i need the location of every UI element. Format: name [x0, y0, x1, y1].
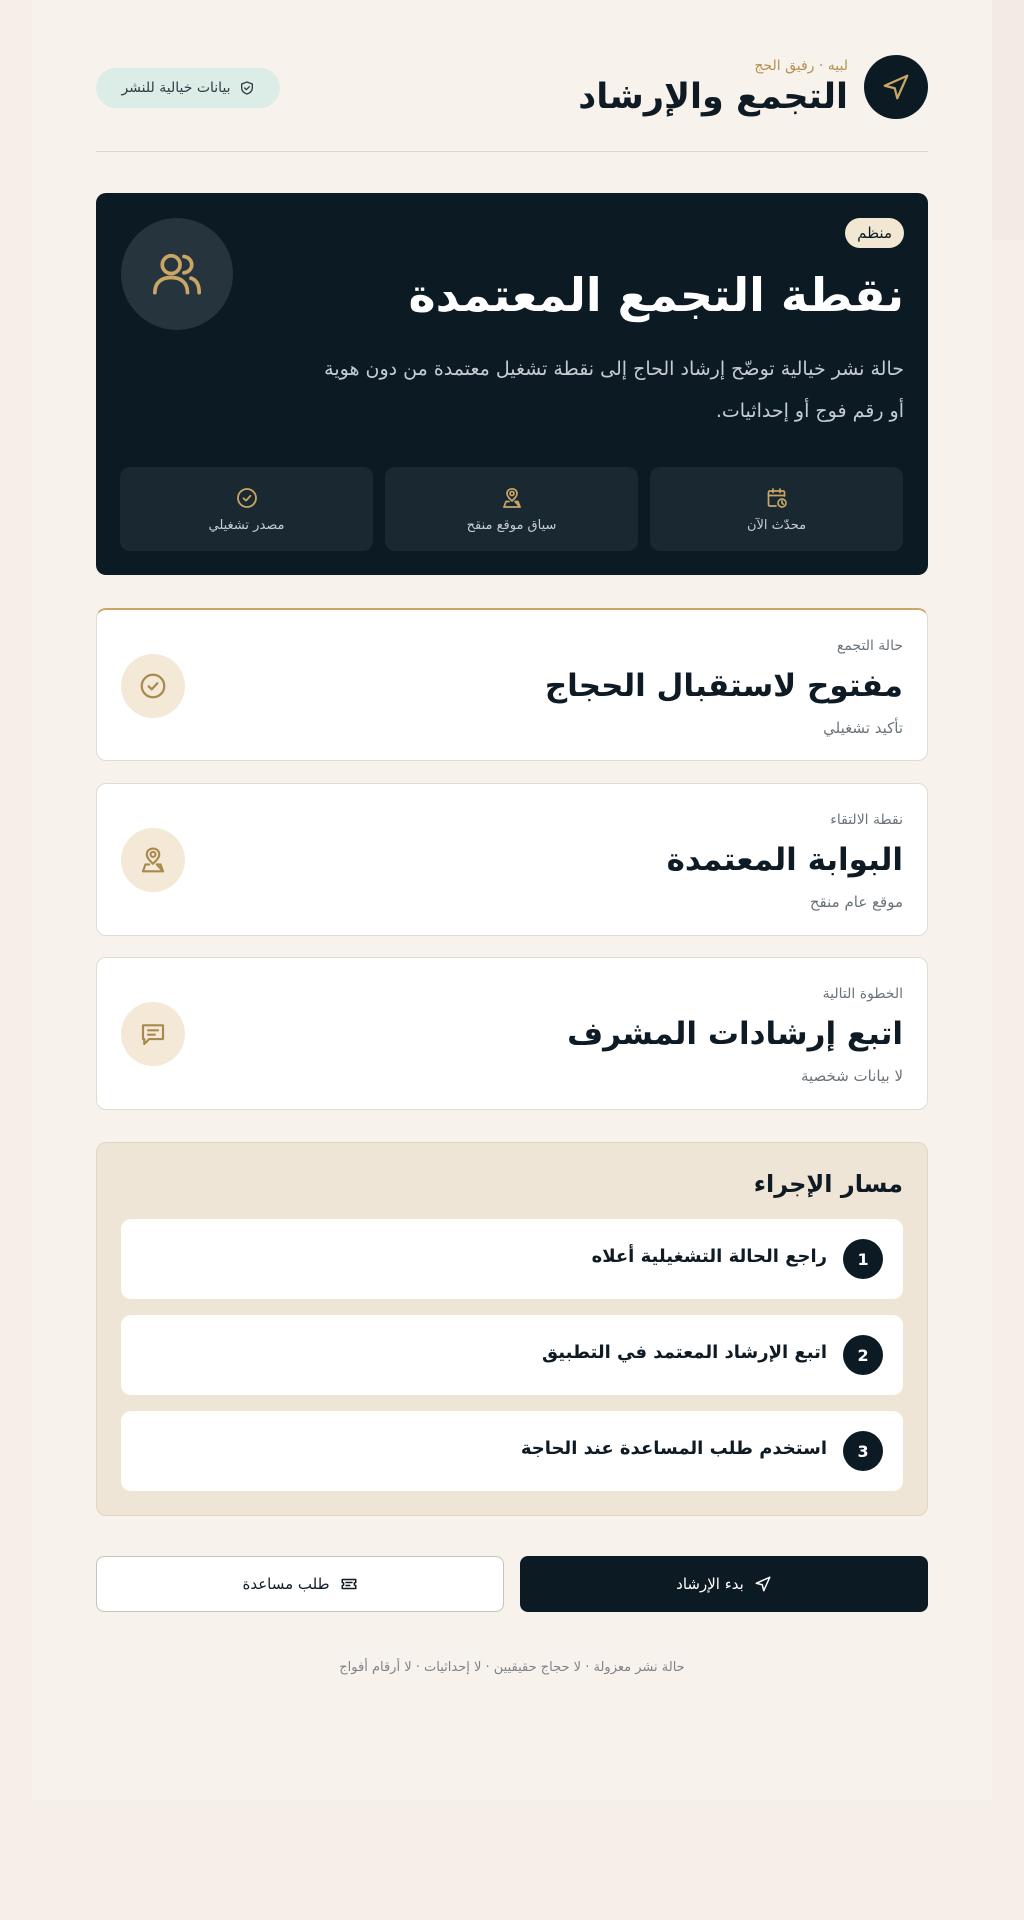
card-label: الخطوة التالية: [822, 986, 903, 1002]
demo-badge-label: بيانات خيالية للنشر: [121, 80, 231, 96]
stat-label: سياق موقع منقح: [466, 517, 557, 533]
page-title: التجمع والإرشاد: [578, 77, 848, 117]
step-number: 1: [843, 1239, 883, 1279]
step-item: [121, 1411, 903, 1491]
steps-title: مسار الإجراء: [753, 1170, 903, 1198]
stat-updated: [650, 467, 903, 551]
meeting-point-card: [96, 783, 928, 936]
header-divider: [96, 151, 928, 152]
start-guidance-label: بدء الإرشاد: [676, 1575, 744, 1593]
step-item: [121, 1315, 903, 1395]
step-text: راجع الحالة التشغيلية أعلاه: [591, 1246, 827, 1267]
map-pin-user-icon: [121, 828, 185, 892]
step-text: اتبع الإرشاد المعتمد في التطبيق: [542, 1342, 827, 1363]
stat-source: [120, 467, 373, 551]
check-circle-icon: [121, 654, 185, 718]
card-label: نقطة الالتقاء: [830, 812, 903, 828]
status-badge: منظم: [845, 218, 904, 248]
map-pin-user-icon: [500, 486, 524, 510]
brand-subtitle: لبيه · رفيق الحج: [754, 58, 848, 74]
card-note: تأكيد تشغيلي: [823, 719, 903, 737]
card-value: اتبع إرشادات المشرف: [567, 1016, 903, 1052]
hero-description-line: أو رقم فوج أو إحداثيات.: [715, 400, 904, 422]
shield-check-icon: [239, 80, 255, 96]
card-label: حالة التجمع: [836, 638, 903, 654]
step-item: [121, 1219, 903, 1299]
hero-description: [264, 348, 904, 432]
users-icon: [121, 218, 233, 330]
request-help-label: طلب مساعدة: [242, 1575, 330, 1593]
stat-label: مصدر تشغيلي: [208, 517, 285, 533]
navigation-arrow-icon: [864, 55, 928, 119]
check-circle-icon: [235, 486, 259, 510]
page-edge: [992, 0, 1024, 240]
step-text: استخدم طلب المساعدة عند الحاجة: [520, 1438, 827, 1459]
brand-block: [578, 57, 848, 119]
gathering-status-card: [96, 608, 928, 761]
calendar-clock-icon: [765, 486, 789, 510]
message-icon: [121, 1002, 185, 1066]
step-number: 2: [843, 1335, 883, 1375]
footer-note: حالة نشر معزولة · لا حجاج حقيقيين · لا إحداثيات · لا أرقام أفواج: [339, 1660, 685, 1675]
hero-stats: [121, 467, 903, 551]
hero-title: نقطة التجمع المعتمدة: [408, 268, 904, 322]
card-value: البوابة المعتمدة: [666, 842, 903, 878]
request-help-button[interactable]: [96, 1556, 504, 1612]
stat-label: محدّث الآن: [746, 517, 807, 533]
ticket-icon: [340, 1575, 358, 1593]
start-guidance-button[interactable]: [520, 1556, 928, 1612]
navigation-arrow-icon: [754, 1575, 772, 1593]
card-value: مفتوح لاستقبال الحجاج: [544, 668, 903, 704]
card-note: موقع عام منقح: [809, 893, 903, 911]
app-header: [96, 55, 928, 121]
action-path-panel: [96, 1142, 928, 1516]
hero-description-line: حالة نشر خيالية توضّح إرشاد الحاج إلى نقطة تشغيل معتمدة من دون هوية: [324, 358, 904, 380]
stat-location-context: [385, 467, 638, 551]
demo-data-badge: [96, 68, 280, 108]
step-number: 3: [843, 1431, 883, 1471]
hero-card: [96, 193, 928, 575]
card-note: لا بيانات شخصية: [800, 1067, 903, 1085]
next-step-card: [96, 957, 928, 1110]
